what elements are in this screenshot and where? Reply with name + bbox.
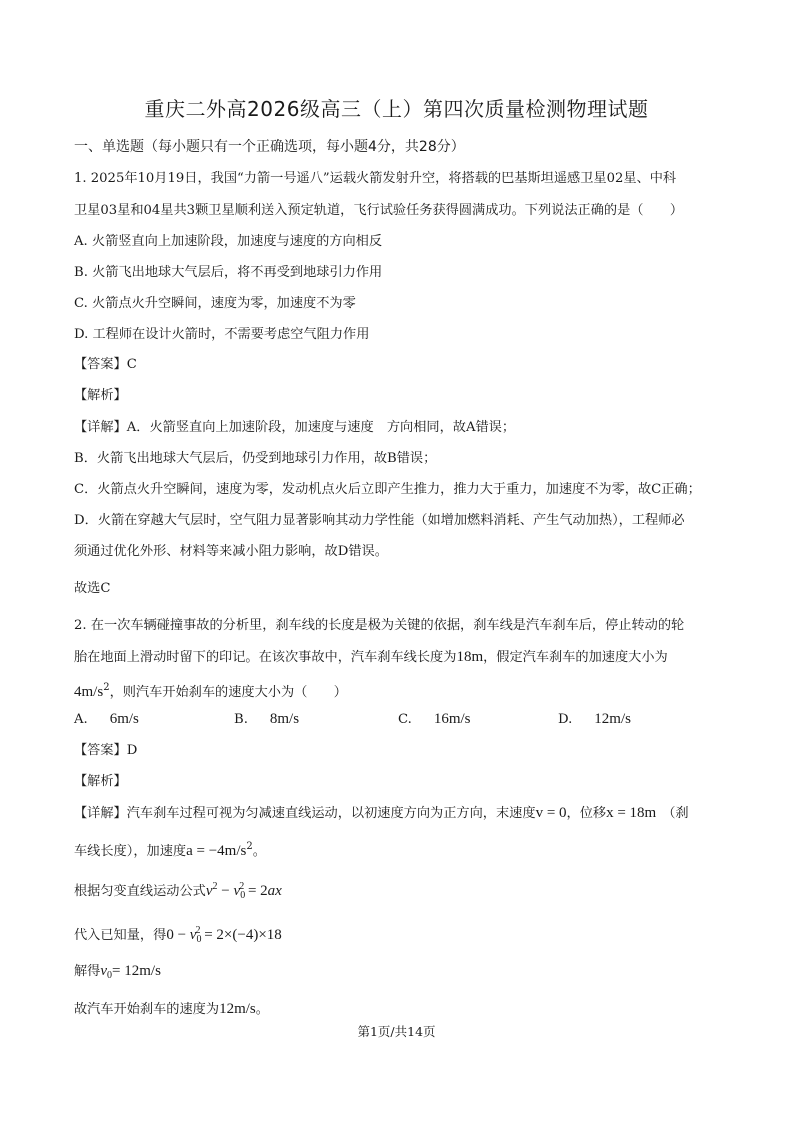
q2-brake-length: 18m xyxy=(456,649,484,665)
q2-stem-line-1: 2. 在一次车辆碰撞事故的分析里，刹车线的长度是极为关键的依据，刹车线是汽车刹车后，停止转动的轮 xyxy=(74,618,685,633)
q1-answer: 【答案】C xyxy=(74,357,137,372)
q2-detail2-text-a: 车线长度），加速度 xyxy=(74,844,187,859)
q2-substitute-formula: $0 - v_0^2 = 2\times(-4)\times 18$ xyxy=(166,925,282,945)
q1-detail-3: C．火箭点火升空瞬间，速度为零，发动机点火后立即产生推力，推力大于重力，加速度不为零，故C正确； xyxy=(74,482,701,497)
q2-stem-text-b: ，假定汽车刹车的加速度大小为 xyxy=(483,650,668,665)
q2-final-line xyxy=(74,1000,269,1019)
q1-analysis-heading: 【解析】 xyxy=(74,388,127,403)
q1-option-b: B. 火箭飞出地球大气层后，将不再受到地球引力作用 xyxy=(74,265,383,280)
q2-option-d: D. 12m/s xyxy=(558,711,631,727)
q2-analysis-heading: 【解析】 xyxy=(74,774,127,789)
q2-option-b: B. 8m/s xyxy=(234,711,300,727)
q2-solve-line xyxy=(74,962,161,985)
q2-final-text-b: 。 xyxy=(255,1002,269,1017)
q2-substitute-intro: 代入已知量，得 xyxy=(74,928,167,943)
q2-detail-text-c: （刹 xyxy=(662,806,689,821)
q2-detail2-text-b: 。 xyxy=(252,844,266,859)
q1-detail-4: D．火箭在穿越大气层时，空气阻力显著影响其动力学性能（如增加燃料消耗、产生气动加热），工程师必 xyxy=(74,513,685,528)
q2-kinematics-formula: $v^2 - v_0^2 = 2ax$ xyxy=(205,881,282,901)
q1-option-d: D. 工程师在设计火箭时，不需要考虑空气阻力作用 xyxy=(74,327,370,342)
q2-option-a: A. 6m/s xyxy=(74,711,139,727)
q1-option-a: A. 火箭竖直向上加速阶段，加速度与速度的方向相反 xyxy=(74,234,383,249)
q2-acceleration: a = −4m/s xyxy=(186,843,247,859)
q1-detail-1: 【详解】A．火箭竖直向上加速阶段，加速度与速度 方向相同，故A错误； xyxy=(74,420,516,435)
q2-formula-intro: 根据匀变直线运动公式 xyxy=(74,884,206,899)
q1-detail-2: B．火箭飞出地球大气层后，仍受到地球引力作用，故B错误； xyxy=(74,451,437,466)
q2-solve-intro: 解得 xyxy=(74,964,101,979)
q2-substitute-line xyxy=(74,922,282,949)
q1-option-c: C. 火箭点火升空瞬间，速度为零，加速度不为零 xyxy=(74,296,356,311)
q2-displacement: x = 18m xyxy=(606,805,657,821)
q2-final-speed: 12m/s xyxy=(219,1001,256,1017)
q2-solve-value: = 12m/s xyxy=(112,963,161,979)
q1-stem-line-1: 1. 2025年10月19日，我国“力箭一号遥八”运载火箭发射升空，将搭载的巴基斯坦遥感卫星02星、中科 xyxy=(74,171,677,186)
q2-final-velocity: v = 0 xyxy=(535,805,567,821)
q1-conclusion: 故选C xyxy=(74,581,111,596)
q2-detail-line-2: 车线长度），加速度$a = -4m/s^2$。 xyxy=(74,841,266,859)
q2-stem-line-2 xyxy=(74,648,668,667)
q2-formula-line xyxy=(74,878,282,905)
q1-detail-5: 须通过优化外形、材料等来减小阻力影响，故D错误。 xyxy=(74,544,388,559)
q2-stem-line-3 xyxy=(74,679,347,702)
q2-options-row xyxy=(74,710,714,730)
q2-accel-exp: 2 xyxy=(103,682,110,693)
q2-detail-line-1 xyxy=(74,804,689,823)
page-footer: 第1页/共14页 xyxy=(357,1024,436,1039)
q2-answer: 【答案】D xyxy=(74,743,138,758)
q1-stem-line-2: 卫星03星和04星共3颗卫星顺利送入预定轨道，飞行试验任务获得圆满成功。下列说法正确的是（ ） xyxy=(74,203,684,218)
q2-detail-text-b: ，位移 xyxy=(566,806,607,821)
q2-final-text-a: 故汽车开始刹车的速度为 xyxy=(74,1002,220,1017)
q2-option-c: C. 16m/s xyxy=(398,711,471,727)
q2-stem-text-c: ，则汽车开始刹车的速度大小为（ ） xyxy=(109,685,347,700)
q2-accel-value: 4m/s xyxy=(74,684,104,700)
q2-stem-text-a: 胎在地面上滑动时留下的印记。在该次事故中，汽车刹车线长度为 xyxy=(74,650,457,665)
q2-detail-text-a: 【详解】汽车刹车过程可视为匀减速直线运动，以初速度方向为正方向，末速度 xyxy=(74,806,536,821)
page-title: 重庆二外高2026级高三（上）第四次质量检测物理试题 xyxy=(144,97,649,121)
q2-solve-var: $v_0$ xyxy=(100,963,113,981)
section-heading: 一、单选题（每小题只有一个正确选项，每小题4分，共28分） xyxy=(74,139,465,155)
